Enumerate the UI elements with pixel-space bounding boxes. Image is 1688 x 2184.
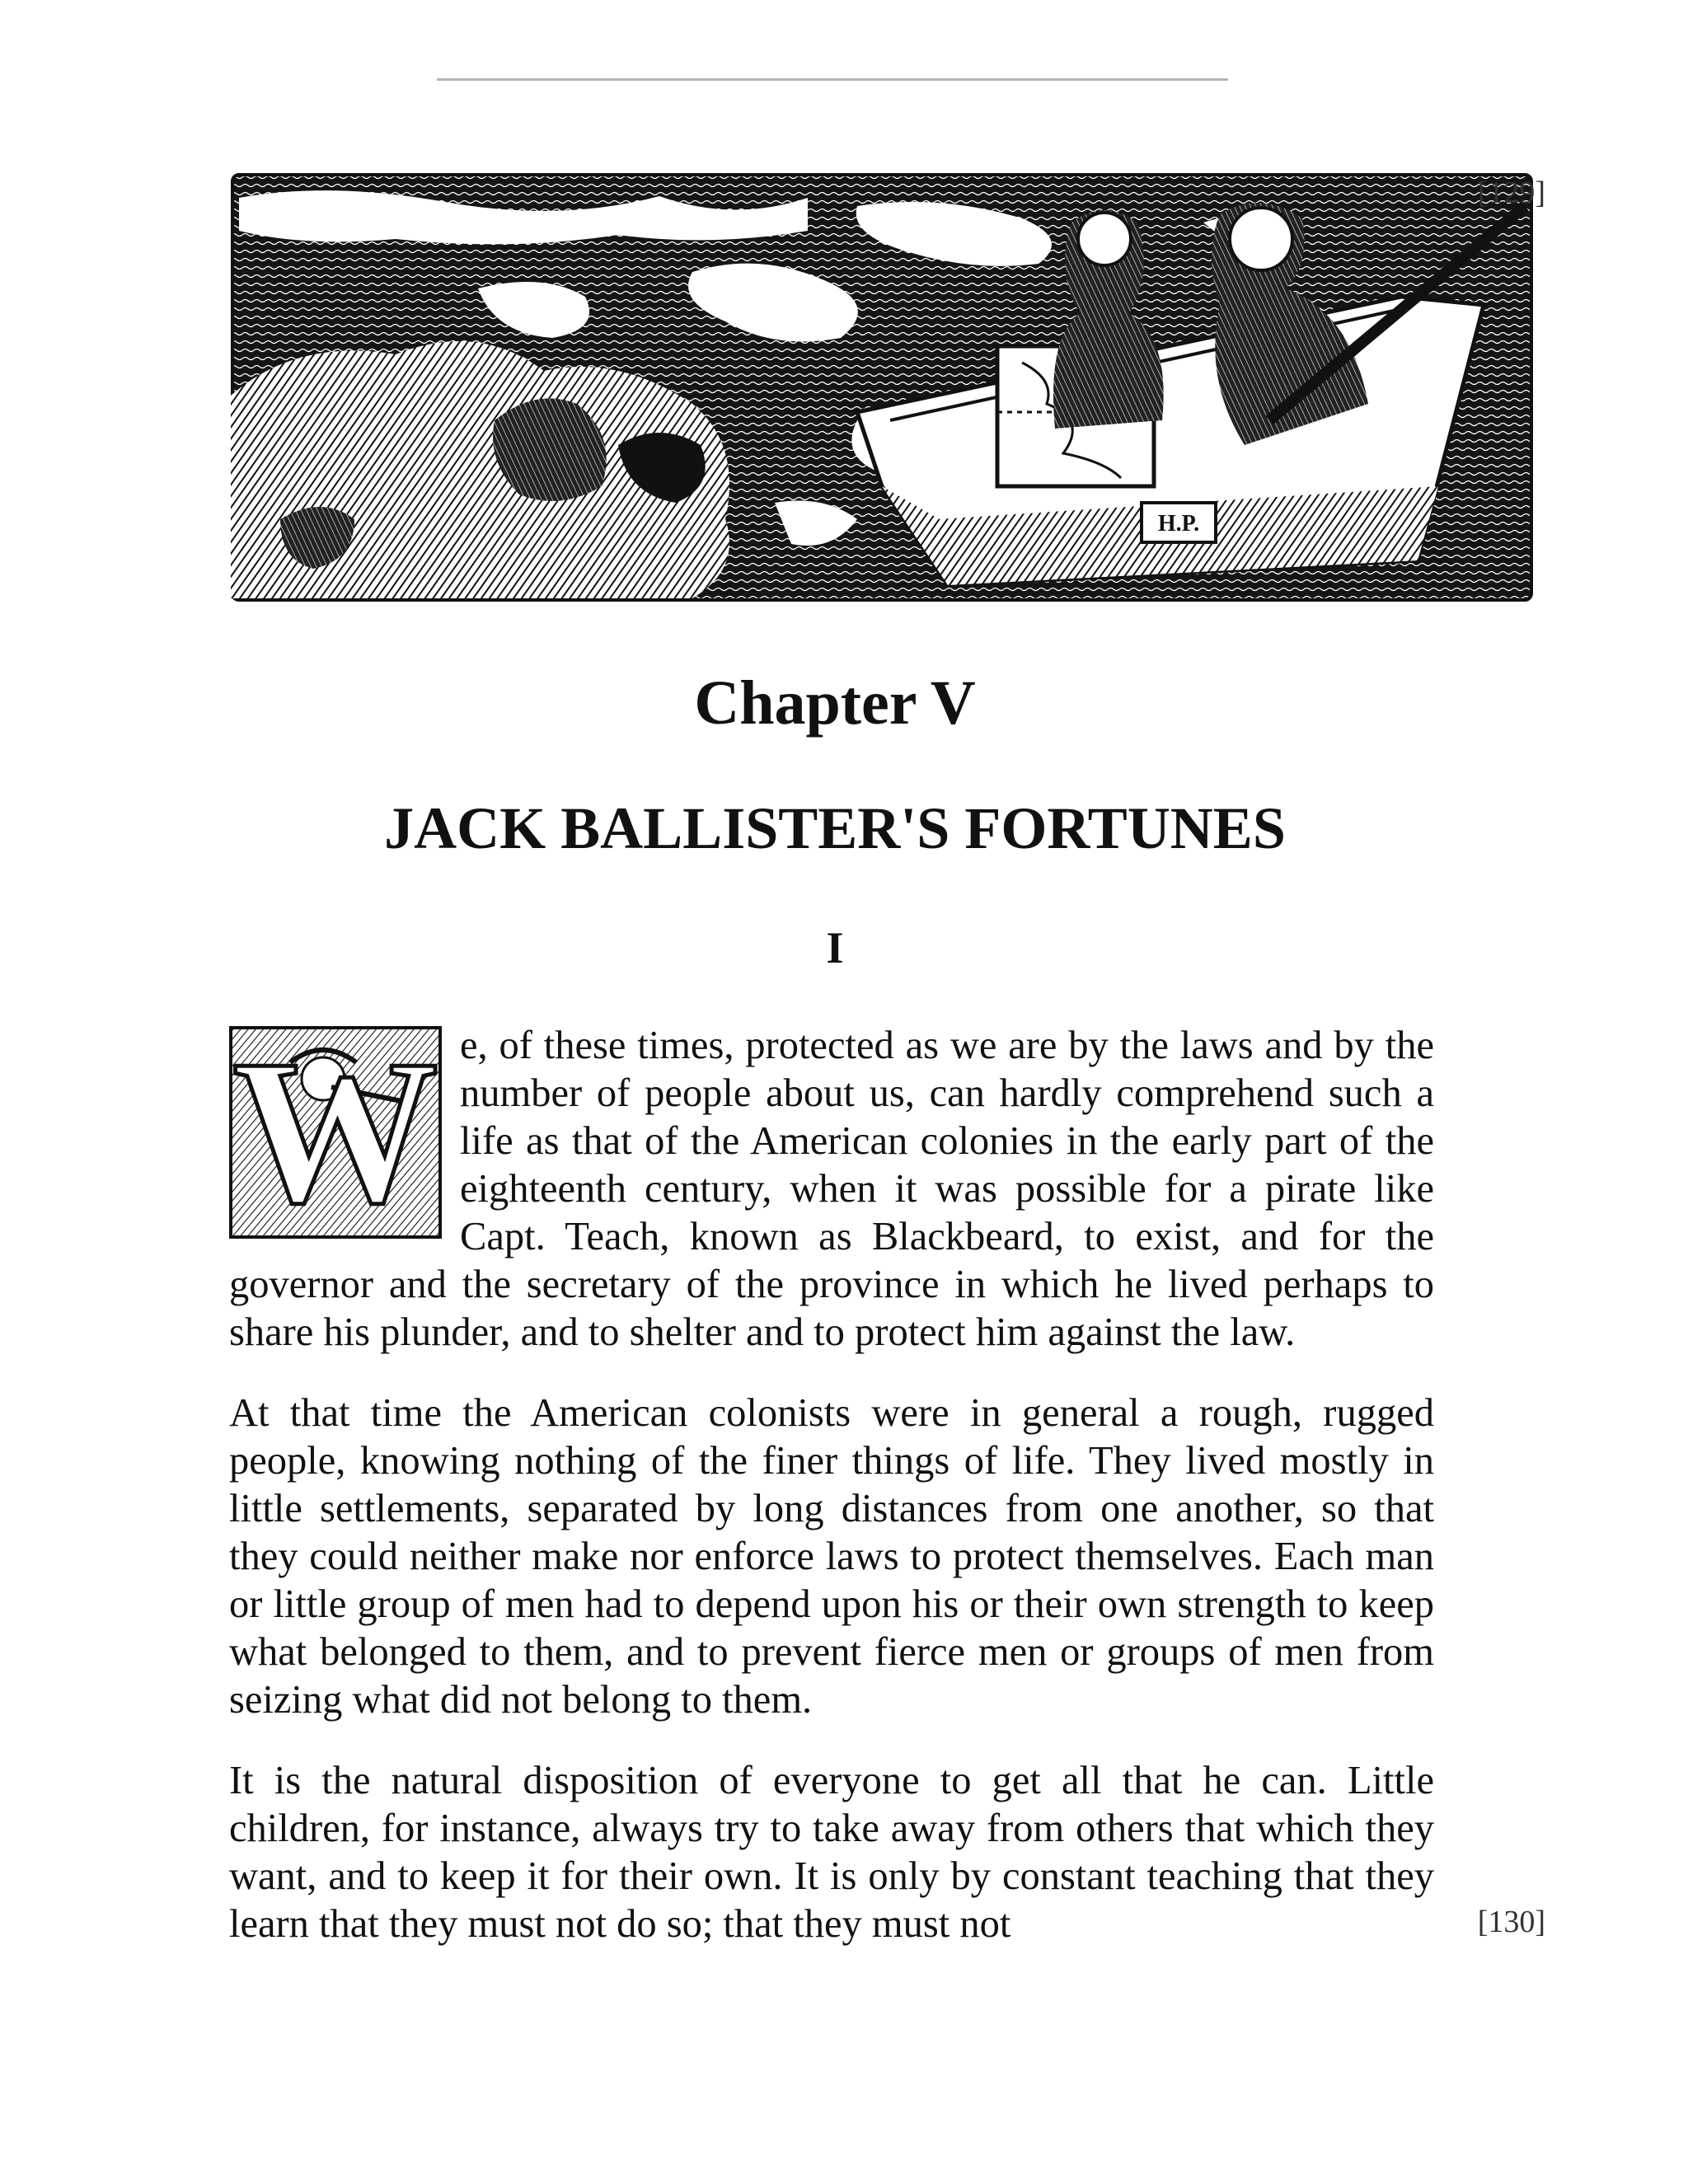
page-marker-129: [129] <box>1477 176 1545 210</box>
paragraph-2: At that time the American colonists were in general a rough, rugged people, knowing nothing of the finer things of life. They lived mostly in little settlements, separated by long distances from one another, so that they could neither make nor enforce laws to protect themselves. Each man or little group of men had to depend upon his or their own strength to keep what belonged to them, and to prevent fierce men or groups of men from seizing what did not belong to them. <box>229 1391 1434 1722</box>
top-divider <box>437 78 1228 81</box>
chapter-number: Chapter V <box>694 668 976 738</box>
boat-monogram: H.P. <box>1157 511 1200 537</box>
paragraph-3: It is the natural disposition of everyone to get all that he can. Little children, for instance, always try to take away from others that which they want, and to keep it for their own. It is only by constant teaching that they learn that they must not do so; that they must not <box>229 1759 1434 1946</box>
chapter-body <box>229 1018 1434 1981</box>
drop-cap-letter: W <box>232 1018 438 1246</box>
section-number: I <box>826 923 844 972</box>
drop-cap-illustration <box>229 1018 442 1246</box>
page-marker-130: [130] <box>1477 1905 1545 1939</box>
paragraph-1-text: e, of these times, protected as we are by the laws and by the number of people about us, can hardly comprehend such a life as that of the American colonies in the early part of the eighteenth century, when it was possible for a pirate like Capt. Teach, known as Blackbeard, to exist, and for the governor and the secretary of the province in which he lived perhaps to share his plunder, and to shelter and to protect him against the law. <box>229 1024 1434 1354</box>
chapter-illustration <box>231 173 1533 602</box>
chapter-title: JACK BALLISTER'S FORTUNES <box>384 795 1286 861</box>
paragraph-1 <box>229 1018 1434 1357</box>
